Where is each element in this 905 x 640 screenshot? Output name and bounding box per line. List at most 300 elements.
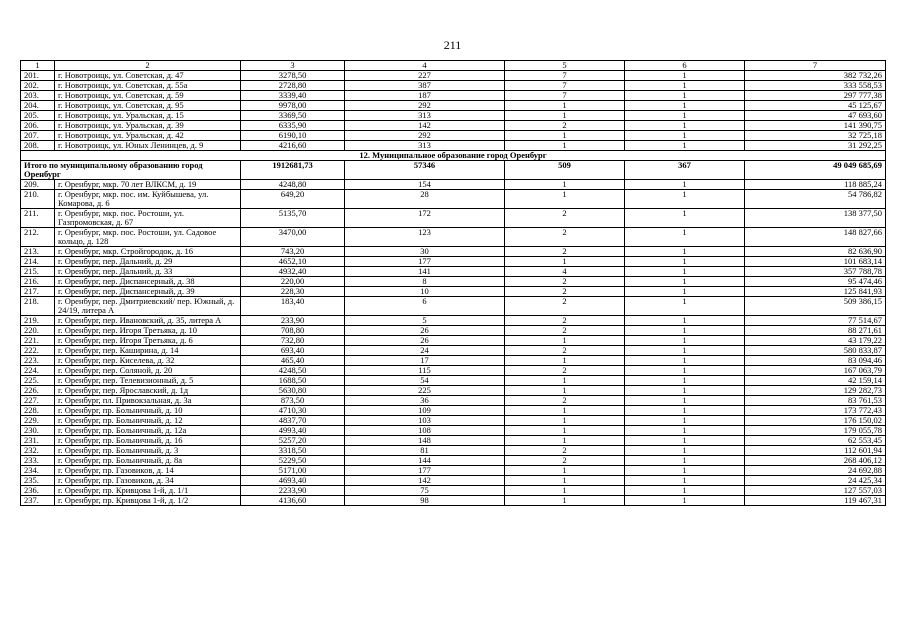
residents-cell: 109: [345, 406, 505, 416]
count-cell: 1: [505, 496, 625, 506]
table-row: [21, 396, 886, 406]
count-cell: 1: [505, 436, 625, 446]
amount-cell: 101 683,14: [745, 257, 886, 267]
count-cell: 1: [625, 247, 745, 257]
table-row: [21, 121, 886, 131]
row-number: 204.: [21, 101, 55, 111]
area-cell: 6335,90: [241, 121, 345, 131]
area-cell: 5630,80: [241, 386, 345, 396]
count-cell: 1: [625, 141, 745, 151]
address-cell: г. Оренбург, пер. Игоря Третьяка, д. 6: [55, 336, 241, 346]
area-cell: 4216,60: [241, 141, 345, 151]
total-label: Итого по муниципальному образованию город Оренбург: [21, 161, 241, 180]
residents-cell: 387: [345, 81, 505, 91]
count-cell: 1: [625, 209, 745, 228]
residents-cell: 292: [345, 131, 505, 141]
count-cell: 2: [505, 326, 625, 336]
residents-cell: 154: [345, 180, 505, 190]
count-cell: 1: [505, 416, 625, 426]
amount-cell: 82 636,90: [745, 247, 886, 257]
row-number: 236.: [21, 486, 55, 496]
count-cell: 1: [625, 71, 745, 81]
amount-cell: 43 179,22: [745, 336, 886, 346]
count-cell: 1: [625, 456, 745, 466]
count-cell: 7: [505, 81, 625, 91]
amount-cell: 268 406,12: [745, 456, 886, 466]
row-number: 202.: [21, 81, 55, 91]
address-cell: г. Новотроицк, ул. Советская, д. 47: [55, 71, 241, 81]
table-row: [21, 209, 886, 228]
table-row: [21, 366, 886, 376]
row-number: 210.: [21, 190, 55, 209]
count-cell: 1: [625, 111, 745, 121]
count-cell: 2: [505, 346, 625, 356]
count-cell: 1: [505, 336, 625, 346]
count-cell: 1: [625, 366, 745, 376]
count-cell: 1: [625, 466, 745, 476]
area-cell: 3339,40: [241, 91, 345, 101]
area-cell: 4652,10: [241, 257, 345, 267]
count-cell: 1: [625, 121, 745, 131]
count-cell: 2: [505, 209, 625, 228]
count-cell: 2: [505, 366, 625, 376]
row-number: 213.: [21, 247, 55, 257]
table-row: [21, 326, 886, 336]
residents-cell: 227: [345, 71, 505, 81]
row-number: 212.: [21, 228, 55, 247]
count-cell: 1: [625, 257, 745, 267]
amount-cell: 32 725,18: [745, 131, 886, 141]
residents-cell: 313: [345, 141, 505, 151]
count-cell: 1: [625, 406, 745, 416]
residents-cell: 75: [345, 486, 505, 496]
table-row: [21, 416, 886, 426]
residents-cell: 98: [345, 496, 505, 506]
row-number: 229.: [21, 416, 55, 426]
address-cell: г. Новотроицк, ул. Уральская, д. 42: [55, 131, 241, 141]
column-number-row: [21, 61, 886, 71]
area-cell: 465,40: [241, 356, 345, 366]
row-number: 237.: [21, 496, 55, 506]
amount-cell: 45 125,67: [745, 101, 886, 111]
row-number: 232.: [21, 446, 55, 456]
residents-cell: 225: [345, 386, 505, 396]
residents-cell: 313: [345, 111, 505, 121]
column-header: 6: [625, 61, 745, 71]
count-cell: 1: [505, 426, 625, 436]
count-cell: 1: [625, 277, 745, 287]
table-row: [21, 247, 886, 257]
count-cell: 1: [505, 376, 625, 386]
row-number: 208.: [21, 141, 55, 151]
count-cell: 1: [505, 190, 625, 209]
address-cell: г. Оренбург, мкр. пос. им. Куйбышева, ул. Комарова, д. 6: [55, 190, 241, 209]
count-cell: 1: [625, 496, 745, 506]
count-cell: 2: [505, 297, 625, 316]
amount-cell: 47 693,60: [745, 111, 886, 121]
table-row: [21, 287, 886, 297]
residents-cell: 115: [345, 366, 505, 376]
count-cell: 1: [505, 111, 625, 121]
area-cell: 1688,50: [241, 376, 345, 386]
area-cell: 3369,50: [241, 111, 345, 121]
count-cell: 1: [505, 356, 625, 366]
address-cell: г. Оренбург, мкр. пос. Ростоши, ул. Газпромовская, д. 67: [55, 209, 241, 228]
address-cell: г. Оренбург, пр. Больничный, д. 12: [55, 416, 241, 426]
area-cell: 873,50: [241, 396, 345, 406]
residents-cell: 108: [345, 426, 505, 436]
area-cell: 4248,80: [241, 180, 345, 190]
address-cell: г. Оренбург, пер. Диспансерный, д. 38: [55, 277, 241, 287]
address-cell: г. Оренбург, мкр. 70 лет ВЛКСМ, д. 19: [55, 180, 241, 190]
count-cell: 1: [505, 486, 625, 496]
area-cell: 4993,40: [241, 426, 345, 436]
table-row: [21, 101, 886, 111]
amount-cell: 62 553,45: [745, 436, 886, 446]
count-cell: 1: [625, 386, 745, 396]
table-row: [21, 436, 886, 446]
row-number: 218.: [21, 297, 55, 316]
area-cell: 732,80: [241, 336, 345, 346]
residents-cell: 30: [345, 247, 505, 257]
row-number: 235.: [21, 476, 55, 486]
row-number: 220.: [21, 326, 55, 336]
row-number: 209.: [21, 180, 55, 190]
row-number: 228.: [21, 406, 55, 416]
row-number: 211.: [21, 209, 55, 228]
residents-cell: 10: [345, 287, 505, 297]
residents-cell: 292: [345, 101, 505, 111]
residents-cell: 103: [345, 416, 505, 426]
amount-cell: 333 558,53: [745, 81, 886, 91]
address-cell: г. Оренбург, мкр. Стройгородок, д. 16: [55, 247, 241, 257]
row-number: 225.: [21, 376, 55, 386]
row-number: 226.: [21, 386, 55, 396]
residents-cell: 6: [345, 297, 505, 316]
row-number: 223.: [21, 356, 55, 366]
area-cell: 9978,00: [241, 101, 345, 111]
table-row: [21, 376, 886, 386]
table-row: [21, 466, 886, 476]
area-cell: 4710,30: [241, 406, 345, 416]
row-number: 203.: [21, 91, 55, 101]
address-cell: г. Новотроицк, ул. Советская, д. 95: [55, 101, 241, 111]
column-header: 1: [21, 61, 55, 71]
area-cell: 3278,50: [241, 71, 345, 81]
address-cell: г. Оренбург, пр. Больничный, д. 3: [55, 446, 241, 456]
address-cell: г. Оренбург, пер. Дальний, д. 29: [55, 257, 241, 267]
residents-cell: 26: [345, 336, 505, 346]
amount-cell: 77 514,67: [745, 316, 886, 326]
count-cell: 1: [625, 396, 745, 406]
area-cell: 649,20: [241, 190, 345, 209]
address-cell: г. Оренбург, пер. Каширина, д. 14: [55, 346, 241, 356]
address-cell: г. Оренбург, пер. Дальний, д. 33: [55, 267, 241, 277]
address-cell: г. Оренбург, пр. Газовиков, д. 14: [55, 466, 241, 476]
address-cell: г. Новотроицк, ул. Советская, д. 59: [55, 91, 241, 101]
count-cell: 1: [625, 287, 745, 297]
table-row: [21, 316, 886, 326]
residents-cell: 172: [345, 209, 505, 228]
amount-cell: 141 390,75: [745, 121, 886, 131]
count-cell: 2: [505, 121, 625, 131]
count-cell: 1: [625, 267, 745, 277]
amount-cell: 509 386,15: [745, 297, 886, 316]
count-cell: 7: [505, 71, 625, 81]
table-row: [21, 71, 886, 81]
address-cell: г. Оренбург, пер. Киселева, д. 32: [55, 356, 241, 366]
area-cell: 5171,00: [241, 466, 345, 476]
residents-cell: 142: [345, 476, 505, 486]
table-row: [21, 267, 886, 277]
count-cell: 1: [625, 131, 745, 141]
count-cell: 1: [625, 416, 745, 426]
count-cell: 7: [505, 91, 625, 101]
row-number: 214.: [21, 257, 55, 267]
area-cell: 4136,60: [241, 496, 345, 506]
count-cell: 2: [505, 316, 625, 326]
count-cell: 1: [505, 476, 625, 486]
table-row: [21, 406, 886, 416]
table-row: [21, 446, 886, 456]
column-header: 7: [745, 61, 886, 71]
count-cell: 1: [505, 101, 625, 111]
count-cell: 1: [625, 180, 745, 190]
row-number: 233.: [21, 456, 55, 466]
area-cell: 743,20: [241, 247, 345, 257]
amount-cell: 88 271,61: [745, 326, 886, 336]
total-value: 1912681,73: [241, 161, 345, 180]
amount-cell: 357 788,78: [745, 267, 886, 277]
row-number: 201.: [21, 71, 55, 81]
count-cell: 1: [505, 180, 625, 190]
table-row: [21, 81, 886, 91]
address-cell: г. Новотроицк, ул. Уральская, д. 39: [55, 121, 241, 131]
address-cell: г. Оренбург, пр. Газовиков, д. 34: [55, 476, 241, 486]
amount-cell: 42 159,14: [745, 376, 886, 386]
section-heading-row: [21, 151, 886, 161]
count-cell: 2: [505, 228, 625, 247]
row-number: 216.: [21, 277, 55, 287]
count-cell: 1: [505, 257, 625, 267]
count-cell: 1: [625, 326, 745, 336]
count-cell: 4: [505, 267, 625, 277]
count-cell: 1: [625, 316, 745, 326]
row-number: 215.: [21, 267, 55, 277]
residents-cell: 24: [345, 346, 505, 356]
column-header: 5: [505, 61, 625, 71]
amount-cell: 125 841,93: [745, 287, 886, 297]
address-cell: г. Оренбург, пер. Ярославский, д. 1д: [55, 386, 241, 396]
area-cell: 5135,70: [241, 209, 345, 228]
count-cell: 2: [505, 446, 625, 456]
residents-cell: 17: [345, 356, 505, 366]
area-cell: 183,40: [241, 297, 345, 316]
address-cell: г. Оренбург, мкр. пос. Ростоши, ул. Садовое кольцо, д. 128: [55, 228, 241, 247]
address-cell: г. Новотроицк, ул. Советская, д. 55а: [55, 81, 241, 91]
amount-cell: 138 377,50: [745, 209, 886, 228]
count-cell: 1: [625, 81, 745, 91]
count-cell: 1: [625, 336, 745, 346]
address-cell: г. Оренбург, пер. Диспансерный, д. 39: [55, 287, 241, 297]
row-number: 231.: [21, 436, 55, 446]
area-cell: 233,90: [241, 316, 345, 326]
address-cell: г. Новотроицк, ул. Юных Ленинцев, д. 9: [55, 141, 241, 151]
table-row: [21, 141, 886, 151]
row-number: 219.: [21, 316, 55, 326]
count-cell: 1: [625, 426, 745, 436]
total-value: 367: [625, 161, 745, 180]
area-cell: 2728,80: [241, 81, 345, 91]
count-cell: 2: [505, 456, 625, 466]
row-number: 207.: [21, 131, 55, 141]
address-cell: г. Оренбург, пер. Ивановский, д. 35, литера А: [55, 316, 241, 326]
row-number: 222.: [21, 346, 55, 356]
area-cell: 693,40: [241, 346, 345, 356]
amount-cell: 24 692,88: [745, 466, 886, 476]
residents-cell: 26: [345, 326, 505, 336]
area-cell: 3318,50: [241, 446, 345, 456]
table-row: [21, 386, 886, 396]
area-cell: 4693,40: [241, 476, 345, 486]
area-cell: 228,30: [241, 287, 345, 297]
residents-cell: 123: [345, 228, 505, 247]
amount-cell: 83 761,53: [745, 396, 886, 406]
count-cell: 2: [505, 277, 625, 287]
area-cell: 708,80: [241, 326, 345, 336]
table-row: [21, 346, 886, 356]
page-number: 211: [443, 38, 462, 52]
table-row: [21, 257, 886, 267]
address-cell: г. Оренбург, пр. Больничный, д. 16: [55, 436, 241, 446]
table-row: [21, 486, 886, 496]
column-header: 3: [241, 61, 345, 71]
area-cell: 2233,90: [241, 486, 345, 496]
amount-cell: 167 063,79: [745, 366, 886, 376]
residents-cell: 141: [345, 267, 505, 277]
address-cell: г. Новотроицк, ул. Уральская, д. 15: [55, 111, 241, 121]
residents-cell: 81: [345, 446, 505, 456]
area-cell: 4248,50: [241, 366, 345, 376]
address-cell: г. Оренбург, пл. Привокзальная, д. 3а: [55, 396, 241, 406]
table-row: [21, 91, 886, 101]
row-number: 224.: [21, 366, 55, 376]
row-number: 227.: [21, 396, 55, 406]
table-row: [21, 180, 886, 190]
count-cell: 1: [625, 297, 745, 316]
amount-cell: 176 150,02: [745, 416, 886, 426]
amount-cell: 119 467,31: [745, 496, 886, 506]
area-cell: 220,00: [241, 277, 345, 287]
table-row: [21, 356, 886, 366]
area-cell: 5257,20: [241, 436, 345, 446]
area-cell: 5229,50: [241, 456, 345, 466]
column-header: 4: [345, 61, 505, 71]
residents-cell: 36: [345, 396, 505, 406]
count-cell: 1: [625, 101, 745, 111]
count-cell: 1: [625, 486, 745, 496]
residents-cell: 144: [345, 456, 505, 466]
count-cell: 1: [625, 356, 745, 366]
amount-cell: 129 282,73: [745, 386, 886, 396]
address-cell: г. Оренбург, пер. Телевизионный, д. 5: [55, 376, 241, 386]
count-cell: 1: [625, 436, 745, 446]
section-title: 12. Муниципальное образование город Оренбург: [21, 151, 886, 161]
count-cell: 2: [505, 247, 625, 257]
count-cell: 1: [625, 476, 745, 486]
row-number: 205.: [21, 111, 55, 121]
residents-cell: 177: [345, 257, 505, 267]
count-cell: 1: [505, 141, 625, 151]
count-cell: 1: [625, 91, 745, 101]
residents-cell: 148: [345, 436, 505, 446]
count-cell: 1: [505, 386, 625, 396]
total-amount: 49 049 685,69: [745, 161, 886, 180]
amount-cell: 179 055,78: [745, 426, 886, 436]
count-cell: 1: [625, 228, 745, 247]
area-cell: 6190,10: [241, 131, 345, 141]
count-cell: 2: [505, 396, 625, 406]
count-cell: 1: [505, 406, 625, 416]
table-row: [21, 277, 886, 287]
table-row: [21, 131, 886, 141]
amount-cell: 95 474,46: [745, 277, 886, 287]
count-cell: 2: [505, 287, 625, 297]
amount-cell: 83 094,46: [745, 356, 886, 366]
count-cell: 1: [625, 190, 745, 209]
residents-cell: 8: [345, 277, 505, 287]
amount-cell: 382 732,26: [745, 71, 886, 81]
table-row: [21, 336, 886, 346]
table-row: [21, 297, 886, 316]
address-cell: г. Оренбург, пр. Кривцова 1-й, д. 1/2: [55, 496, 241, 506]
address-cell: г. Оренбург, пер. Соляной, д. 20: [55, 366, 241, 376]
address-cell: г. Оренбург, пр. Больничный, д. 10: [55, 406, 241, 416]
address-cell: г. Оренбург, пр. Больничный, д. 8а: [55, 456, 241, 466]
amount-cell: 297 777,38: [745, 91, 886, 101]
row-number: 221.: [21, 336, 55, 346]
count-cell: 1: [505, 466, 625, 476]
residents-cell: 5: [345, 316, 505, 326]
area-cell: 4837,70: [241, 416, 345, 426]
housing-table: [20, 60, 886, 506]
address-cell: г. Оренбург, пр. Кривцова 1-й, д. 1/1: [55, 486, 241, 496]
table-row: [21, 111, 886, 121]
column-header: 2: [55, 61, 241, 71]
row-number: 234.: [21, 466, 55, 476]
residents-cell: 28: [345, 190, 505, 209]
address-cell: г. Оренбург, пр. Больничный, д. 12а: [55, 426, 241, 436]
amount-cell: 54 786,82: [745, 190, 886, 209]
table-body: [21, 61, 886, 506]
total-row: [21, 161, 886, 180]
table-row: [21, 426, 886, 436]
count-cell: 1: [625, 446, 745, 456]
amount-cell: 580 833,87: [745, 346, 886, 356]
count-cell: 1: [625, 346, 745, 356]
amount-cell: 24 425,34: [745, 476, 886, 486]
address-cell: г. Оренбург, пер. Дмитриевский/ пер. Южный, д. 24/19, литера А: [55, 297, 241, 316]
table-row: [21, 456, 886, 466]
row-number: 217.: [21, 287, 55, 297]
table-row: [21, 476, 886, 486]
residents-cell: 142: [345, 121, 505, 131]
count-cell: 1: [625, 376, 745, 386]
residents-cell: 177: [345, 466, 505, 476]
residents-cell: 54: [345, 376, 505, 386]
amount-cell: 112 601,94: [745, 446, 886, 456]
amount-cell: 148 827,66: [745, 228, 886, 247]
